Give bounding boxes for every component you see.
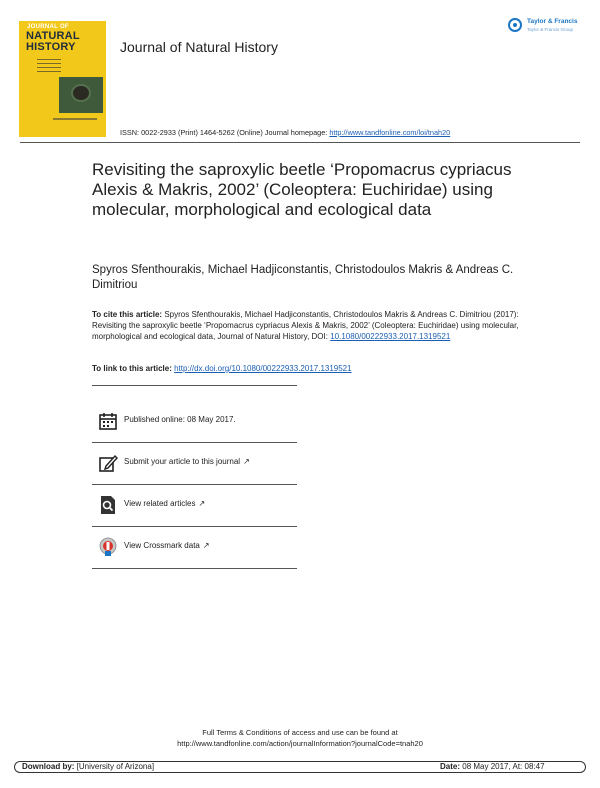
- issn-line: [120, 128, 450, 137]
- doi-link[interactable]: 10.1080/00222933.2017.1319521: [330, 332, 451, 341]
- issn-text: ISSN: 0022-2933 (Print) 1464-5262 (Online) Journal homepage:: [120, 128, 330, 137]
- external-link-icon: ↗: [198, 499, 206, 508]
- related-articles-icon: [98, 495, 118, 515]
- downloaded-by: [22, 762, 154, 771]
- header-divider: [20, 142, 580, 143]
- citation-label: To cite this article:: [92, 310, 163, 319]
- terms-line-1: Full Terms & Conditions of access and use can be found at: [202, 728, 398, 737]
- citation-text: Spyros Sfenthourakis, Michael Hadjiconstantis, Christodoulos Makris & Andreas C. Dimitriou (2017): Revisiting the saproxylic beetle ‘Propomacrus cypriacus Alexis & Makris, 2002’ (Coleoptera: Euchiridae) using molecular, morphological and ecological data, Journal of Natural History, DOI:: [92, 310, 519, 341]
- publisher-tagline: Taylor & Francis Group: [527, 27, 574, 32]
- cover-title-line1: JOURNAL OF: [27, 24, 69, 30]
- crossmark-icon: [98, 537, 118, 557]
- related-articles-row[interactable]: [92, 488, 297, 527]
- article-authors: Spyros Sfenthourakis, Michael Hadjiconstantis, Christodoulos Makris & Andreas C. Dimitriou: [92, 264, 514, 291]
- cover-title-line2: NATURAL: [26, 30, 80, 42]
- download-date-value: 08 May 2017, At: 08:47: [460, 762, 545, 771]
- submit-article-row[interactable]: [92, 446, 297, 485]
- journal-title: Journal of Natural History: [120, 39, 278, 55]
- calendar-icon: [98, 411, 118, 431]
- full-terms-notice: [100, 727, 500, 749]
- cover-footer-line: [53, 118, 97, 120]
- crossmark-link[interactable]: [124, 541, 210, 550]
- related-articles-link[interactable]: [124, 499, 205, 508]
- submit-article-link[interactable]: [124, 457, 250, 466]
- crossmark-text: View Crossmark data: [124, 541, 200, 550]
- publisher-name: Taylor & Francis: [527, 18, 578, 25]
- cover-photo: [59, 77, 103, 113]
- cover-title-line3: HISTORY: [26, 41, 76, 53]
- crossmark-row[interactable]: [92, 530, 297, 569]
- downloaded-by-value: [University of Arizona]: [74, 762, 155, 771]
- citation-block: [92, 309, 522, 342]
- downloaded-by-label: Download by:: [22, 762, 75, 771]
- journal-homepage-link[interactable]: http://www.tandfonline.com/loi/tnah20: [329, 128, 451, 137]
- download-date: [440, 762, 545, 771]
- download-date-label: Date:: [440, 762, 461, 771]
- actions-top-divider: [92, 385, 297, 386]
- cover-text-lines: [37, 59, 61, 75]
- submit-article-text: Submit your article to this journal: [124, 457, 241, 466]
- article-link-line: [92, 364, 352, 373]
- external-link-icon: ↗: [243, 457, 250, 466]
- edit-icon: [98, 453, 118, 473]
- article-title: Revisiting the saproxylic beetle ‘Propomacrus cypriacus Alexis & Makris, 2002’ (Coleoptera: Euchiridae) using molecular, morphological and ecological data: [92, 160, 512, 219]
- published-date-text: Published online: 08 May 2017.: [124, 415, 236, 424]
- related-articles-text: View related articles: [124, 499, 196, 508]
- cover-title-main: [26, 31, 80, 53]
- article-link-label: To link to this article:: [92, 364, 175, 373]
- publisher-logo: [508, 16, 588, 38]
- journal-cover-image: [19, 21, 106, 137]
- publisher-logo-icon: [508, 18, 522, 32]
- published-row: [92, 404, 297, 443]
- article-url-link[interactable]: http://dx.doi.org/10.1080/00222933.2017.1319521: [174, 364, 352, 373]
- external-link-icon: ↗: [202, 541, 210, 550]
- terms-url[interactable]: http://www.tandfonline.com/action/journalInformation?journalCode=tnah20: [177, 739, 423, 748]
